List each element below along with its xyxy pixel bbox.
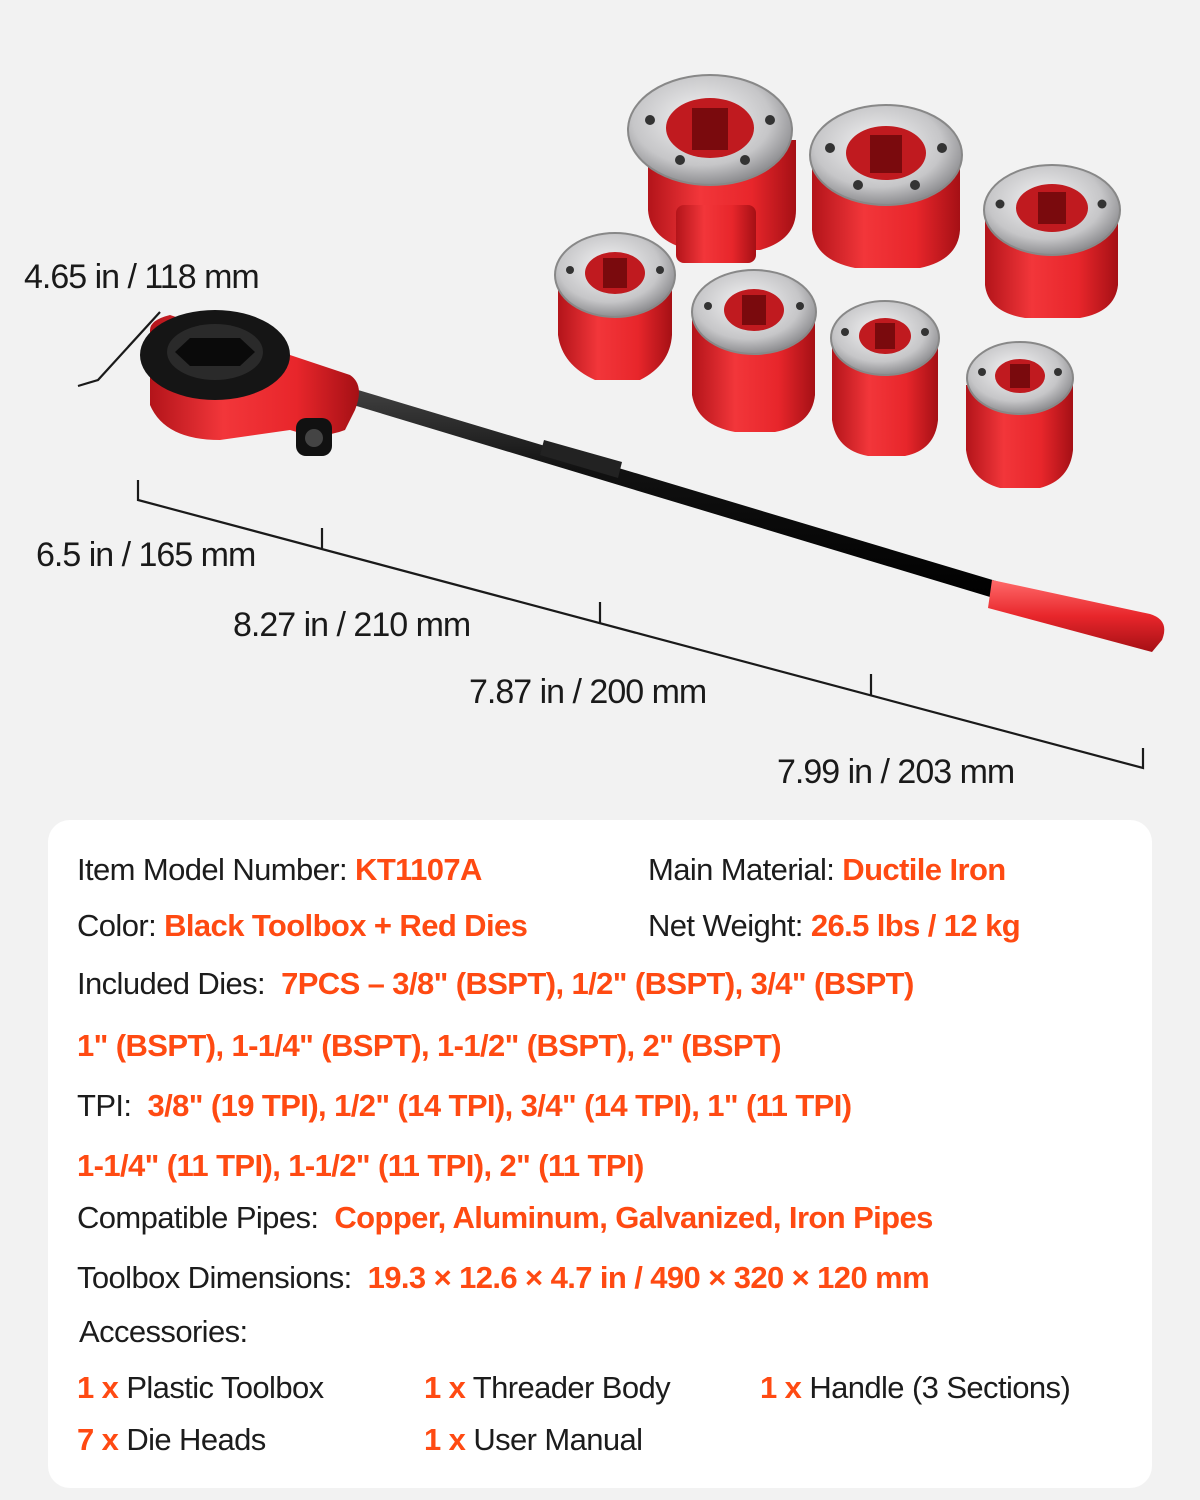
compatible-pipes-label: Compatible Pipes:	[77, 1200, 319, 1235]
die-head	[810, 105, 962, 268]
model-number-label: Item Model Number:	[77, 852, 348, 887]
accessory-name: Die Heads	[126, 1422, 266, 1457]
die-head	[692, 270, 816, 432]
accessory-quantity: 1 x	[424, 1370, 466, 1405]
model-number-value: KT1107A	[355, 852, 482, 887]
accessory-item	[424, 1370, 670, 1406]
tpi-label: TPI:	[77, 1088, 132, 1123]
included-dies-value-line-2: 1" (BSPT), 1-1/4" (BSPT), 1-1/2" (BSPT), 2" (BSPT)	[77, 1028, 782, 1063]
net-weight-row	[648, 908, 1020, 944]
net-weight-label: Net Weight:	[648, 908, 803, 943]
compatible-pipes-value: Copper, Aluminum, Galvanized, Iron Pipes	[334, 1200, 933, 1235]
tpi-value-line-2: 1-1/4" (11 TPI), 1-1/2" (11 TPI), 2" (11 TPI)	[77, 1148, 644, 1183]
accessory-quantity: 7 x	[77, 1422, 119, 1457]
accessory-quantity: 1 x	[424, 1422, 466, 1457]
toolbox-dimensions-label: Toolbox Dimensions:	[77, 1260, 352, 1295]
accessory-item	[77, 1422, 266, 1458]
accessory-item	[424, 1422, 642, 1458]
die-head	[984, 165, 1120, 318]
accessory-name: Handle (3 Sections)	[809, 1370, 1071, 1405]
die-head	[628, 75, 796, 263]
main-material-value: Ductile Iron	[842, 852, 1006, 887]
accessories-label: Accessories:	[79, 1314, 248, 1349]
accessory-item	[77, 1370, 324, 1406]
accessory-item	[760, 1370, 1070, 1406]
accessory-quantity: 1 x	[760, 1370, 802, 1405]
included-dies-label: Included Dies:	[77, 966, 266, 1001]
tpi-row	[77, 1088, 851, 1124]
accessory-name: Plastic Toolbox	[126, 1370, 324, 1405]
color-row	[77, 908, 527, 944]
handle-section-2-dimension: 7.87 in / 200 mm	[469, 673, 707, 711]
accessory-quantity: 1 x	[77, 1370, 119, 1405]
accessory-name: Threader Body	[472, 1370, 671, 1405]
toolbox-dimensions-value: 19.3 × 12.6 × 4.7 in / 490 × 320 × 120 mm	[367, 1260, 930, 1295]
die-head	[555, 233, 675, 380]
toolbox-dimensions-row	[77, 1260, 929, 1296]
net-weight-value: 26.5 lbs / 12 kg	[810, 908, 1021, 943]
main-material-row	[648, 852, 1006, 888]
handle-section-3-dimension: 7.99 in / 203 mm	[777, 753, 1015, 791]
tpi-value-line-1: 3/8" (19 TPI), 1/2" (14 TPI), 3/4" (14 TPI), 1" (11 TPI)	[147, 1088, 852, 1123]
included-dies-row	[77, 966, 914, 1002]
die-heads	[555, 75, 1120, 488]
main-material-label: Main Material:	[648, 852, 835, 887]
compatible-pipes-row	[77, 1200, 933, 1236]
included-dies-value-line-1: 7PCS – 3/8" (BSPT), 1/2" (BSPT), 3/4" (BSPT)	[281, 966, 914, 1001]
color-value: Black Toolbox + Red Dies	[164, 908, 528, 943]
accessory-name: User Manual	[473, 1422, 643, 1457]
die-head	[966, 342, 1073, 488]
handle-section-1-dimension: 8.27 in / 210 mm	[233, 606, 471, 644]
head-length-dimension: 6.5 in / 165 mm	[36, 536, 256, 574]
model-number-row	[77, 852, 482, 888]
head-width-dimension: 4.65 in / 118 mm	[24, 258, 259, 296]
die-head	[831, 301, 939, 456]
color-label: Color:	[77, 908, 157, 943]
